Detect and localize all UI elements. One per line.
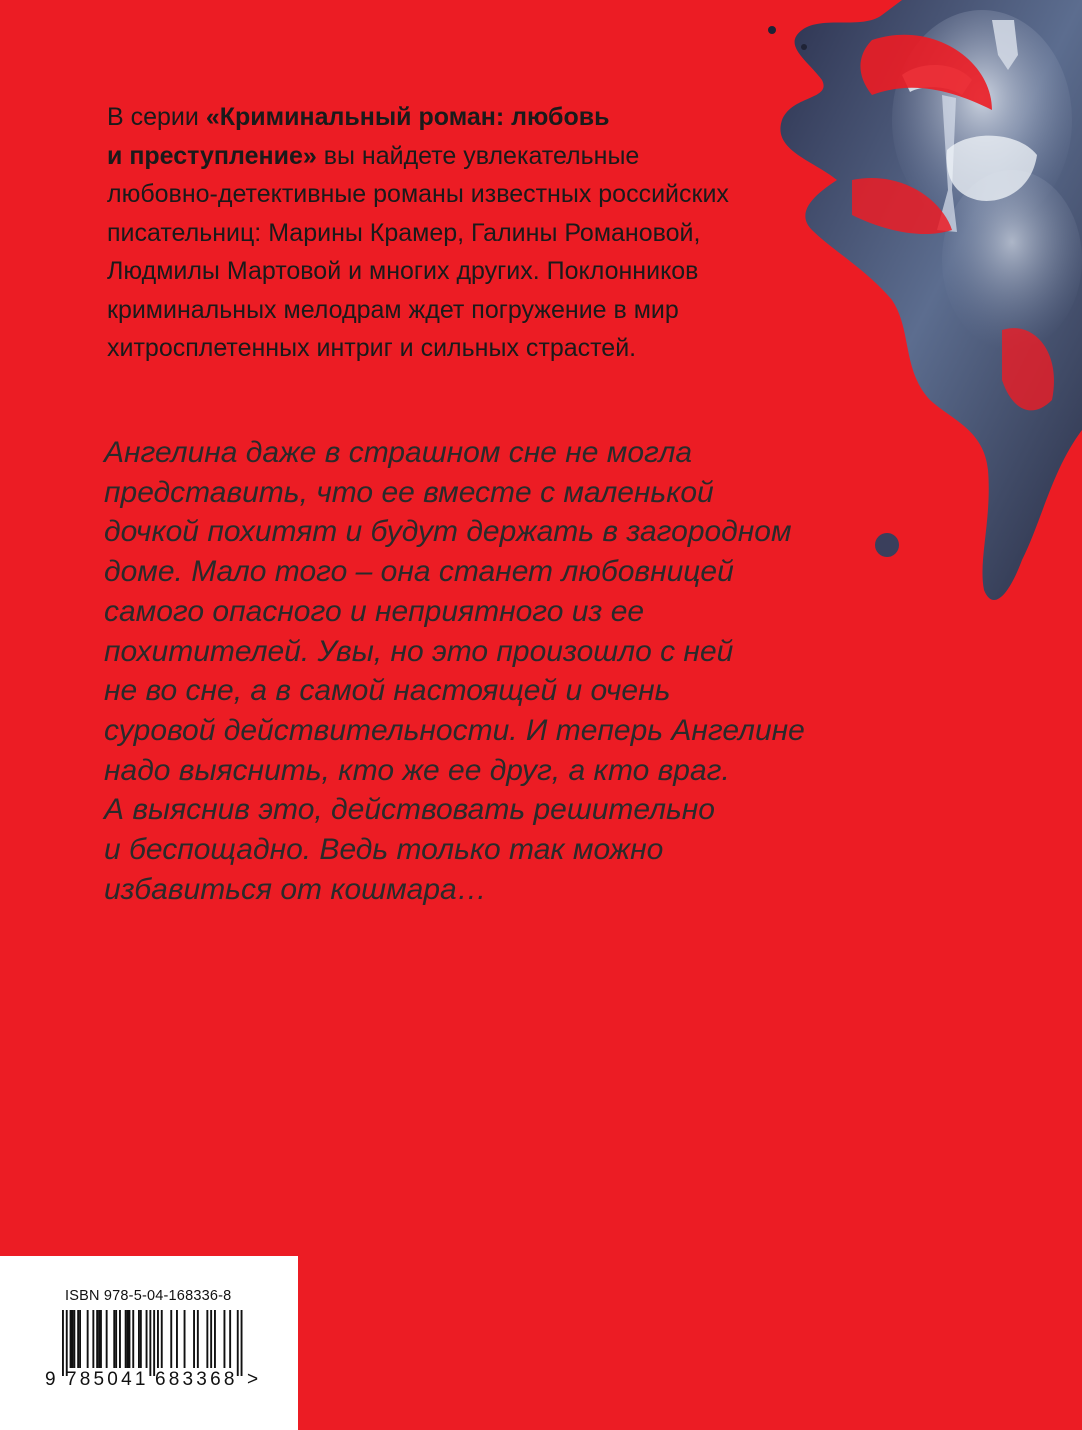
series-name: «Криминальный роман: любовь bbox=[205, 103, 610, 131]
barcode-bar bbox=[96, 1310, 98, 1368]
barcode-bar bbox=[157, 1310, 159, 1368]
barcode-bar bbox=[146, 1310, 148, 1368]
annotation-line: избавиться от кошмара… bbox=[104, 872, 487, 906]
barcode-bar bbox=[115, 1310, 117, 1368]
annotation-line: А выяснив это, действовать решительно bbox=[104, 793, 715, 827]
barcode-lead-digit: 9 bbox=[45, 1369, 56, 1390]
barcode-bar bbox=[153, 1310, 155, 1376]
barcode-left-group: 785041 bbox=[66, 1369, 149, 1390]
barcode-bar bbox=[62, 1310, 64, 1376]
barcode-bar bbox=[70, 1310, 72, 1368]
annotation-line: не во сне, а в самой настоящей и очень bbox=[104, 674, 671, 708]
barcode-bar bbox=[193, 1310, 195, 1368]
barcode-bar bbox=[113, 1310, 115, 1368]
annotation-line: представить, что ее вместе с маленькой bbox=[104, 475, 714, 509]
barcode-bar bbox=[132, 1310, 134, 1368]
barcode-bar bbox=[100, 1310, 102, 1368]
barcode-bar bbox=[241, 1310, 243, 1376]
barcode-bar bbox=[87, 1310, 89, 1368]
barcode-bar bbox=[138, 1310, 140, 1368]
barcode-bar bbox=[98, 1310, 100, 1368]
barcode-bar bbox=[66, 1310, 68, 1376]
barcode-bar bbox=[79, 1310, 81, 1368]
annotation-line: надо выяснить, кто же ее друг, а кто враг. bbox=[104, 753, 730, 787]
barcode-bar bbox=[129, 1310, 131, 1368]
barcode-bar bbox=[149, 1310, 151, 1376]
barcode-bar bbox=[206, 1310, 208, 1368]
barcode-bar bbox=[237, 1310, 239, 1376]
barcode-bar bbox=[119, 1310, 121, 1368]
barcode-bar bbox=[184, 1310, 186, 1368]
book-annotation bbox=[104, 433, 884, 909]
barcode-bar bbox=[214, 1310, 216, 1368]
annotation-line: дочкой похитят и будут держать в загородном bbox=[104, 515, 792, 549]
annotation-line: самого опасного и неприятного из ее bbox=[104, 594, 645, 628]
barcode-bar bbox=[72, 1310, 74, 1368]
barcode-bar bbox=[73, 1310, 75, 1368]
barcode-bar bbox=[224, 1310, 226, 1368]
barcode-bar bbox=[125, 1310, 127, 1368]
series-name-cont: и преступление» bbox=[107, 141, 317, 170]
isbn-label: ISBN 978-5-04-168336-8 bbox=[65, 1288, 232, 1304]
annotation-line: и беспощадно. Ведь только так можно bbox=[104, 833, 664, 867]
barcode-bar bbox=[77, 1310, 79, 1368]
annotation-line: похитителей. Увы, но это произошло с ней bbox=[104, 634, 734, 668]
barcode-bar bbox=[92, 1310, 94, 1368]
annotation-line: Ангелина даже в страшном сне не могла bbox=[104, 436, 693, 469]
barcode-quiet-mark: > bbox=[247, 1369, 259, 1390]
annotation-line: суровой действительности. И теперь Ангелине bbox=[104, 713, 805, 747]
barcode-bar bbox=[170, 1310, 172, 1368]
barcode-bar bbox=[176, 1310, 178, 1368]
barcode-bar bbox=[161, 1310, 163, 1368]
barcode-bar bbox=[127, 1310, 129, 1368]
barcode-bar bbox=[210, 1310, 212, 1368]
barcode-bar bbox=[106, 1310, 108, 1368]
barcode-bar bbox=[197, 1310, 199, 1368]
series-description: В серии «Криминальный роман: любовь и преступление» вы найдете увлекательные любовно-детективные романы известных российских писательниц: Марины Крамер, Галины Романовой, Людмилы Мартовой и многих других. Поклонников криминальных мелодрам ждет погружение в мир хитросплетенных интриг и сильных страстей. bbox=[107, 103, 729, 362]
annotation-line: доме. Мало того – она станет любовницей bbox=[104, 555, 734, 589]
barcode-panel bbox=[0, 1256, 298, 1430]
barcode-bar bbox=[140, 1310, 142, 1368]
barcode-bar bbox=[229, 1310, 231, 1368]
barcode-right-group: 683368 bbox=[155, 1369, 238, 1390]
